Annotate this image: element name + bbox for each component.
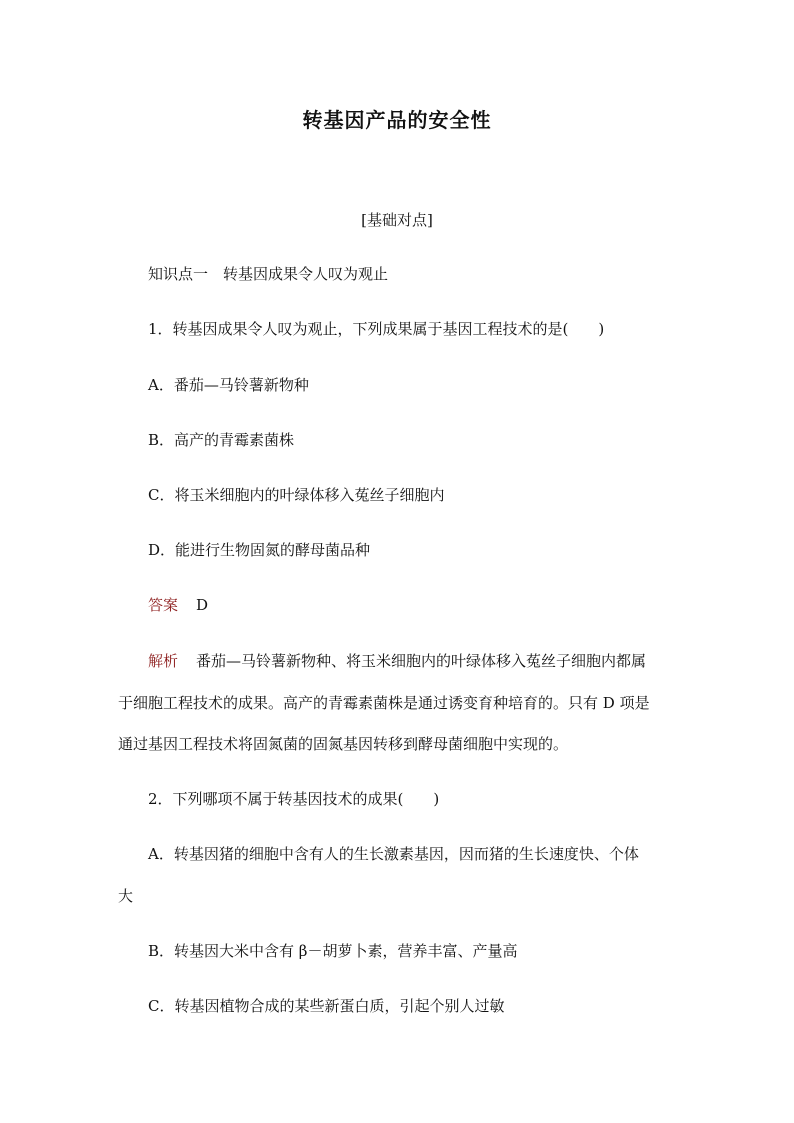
question-2-stem: 2．下列哪项不属于转基因技术的成果( ) (148, 790, 440, 808)
analysis-label: 解析 (148, 652, 179, 670)
answer-value: D (196, 596, 209, 614)
question-2-option-a-line-2: 大 (118, 887, 134, 905)
page-title: 转基因产品的安全性 (302, 108, 492, 132)
question-1-option-a: A．番茄—马铃薯新物种 (148, 376, 309, 394)
section-label: [基础对点] (361, 211, 433, 229)
question-1-analysis-line-3: 通过基因工程技术将固氮菌的固氮基因转移到酵母菌细胞中实现的。 (118, 735, 569, 753)
question-1-option-b: B．高产的青霉素菌株 (148, 431, 295, 449)
question-1-analysis-line-1 (148, 650, 646, 671)
knowledge-point-heading: 知识点一 转基因成果令人叹为观止 (148, 265, 389, 283)
analysis-text: 番茄—马铃薯新物种、将玉米细胞内的叶绿体移入菟丝子细胞内都属 (196, 652, 647, 670)
question-2-option-a-line-1: A．转基因猪的细胞中含有人的生长激素基因，因而猪的生长速度快、个体 (148, 845, 639, 863)
question-1-stem: 1．转基因成果令人叹为观止，下列成果属于基因工程技术的是( ) (148, 320, 605, 338)
question-2-option-c: C．转基因植物合成的某些新蛋白质，引起个别人过敏 (148, 997, 505, 1015)
question-1-analysis-line-2: 于细胞工程技术的成果。高产的青霉素菌株是通过诱变育种培育的。只有 D 项是 (118, 694, 650, 712)
question-2-option-b: B．转基因大米中含有 β－胡萝卜素，营养丰富、产量高 (148, 942, 518, 960)
question-1-option-d: D．能进行生物固氮的酵母菌品种 (148, 541, 371, 559)
question-1-option-c: C．将玉米细胞内的叶绿体移入菟丝子细胞内 (148, 486, 445, 504)
question-1-answer (148, 594, 208, 615)
answer-label: 答案 (148, 596, 179, 614)
